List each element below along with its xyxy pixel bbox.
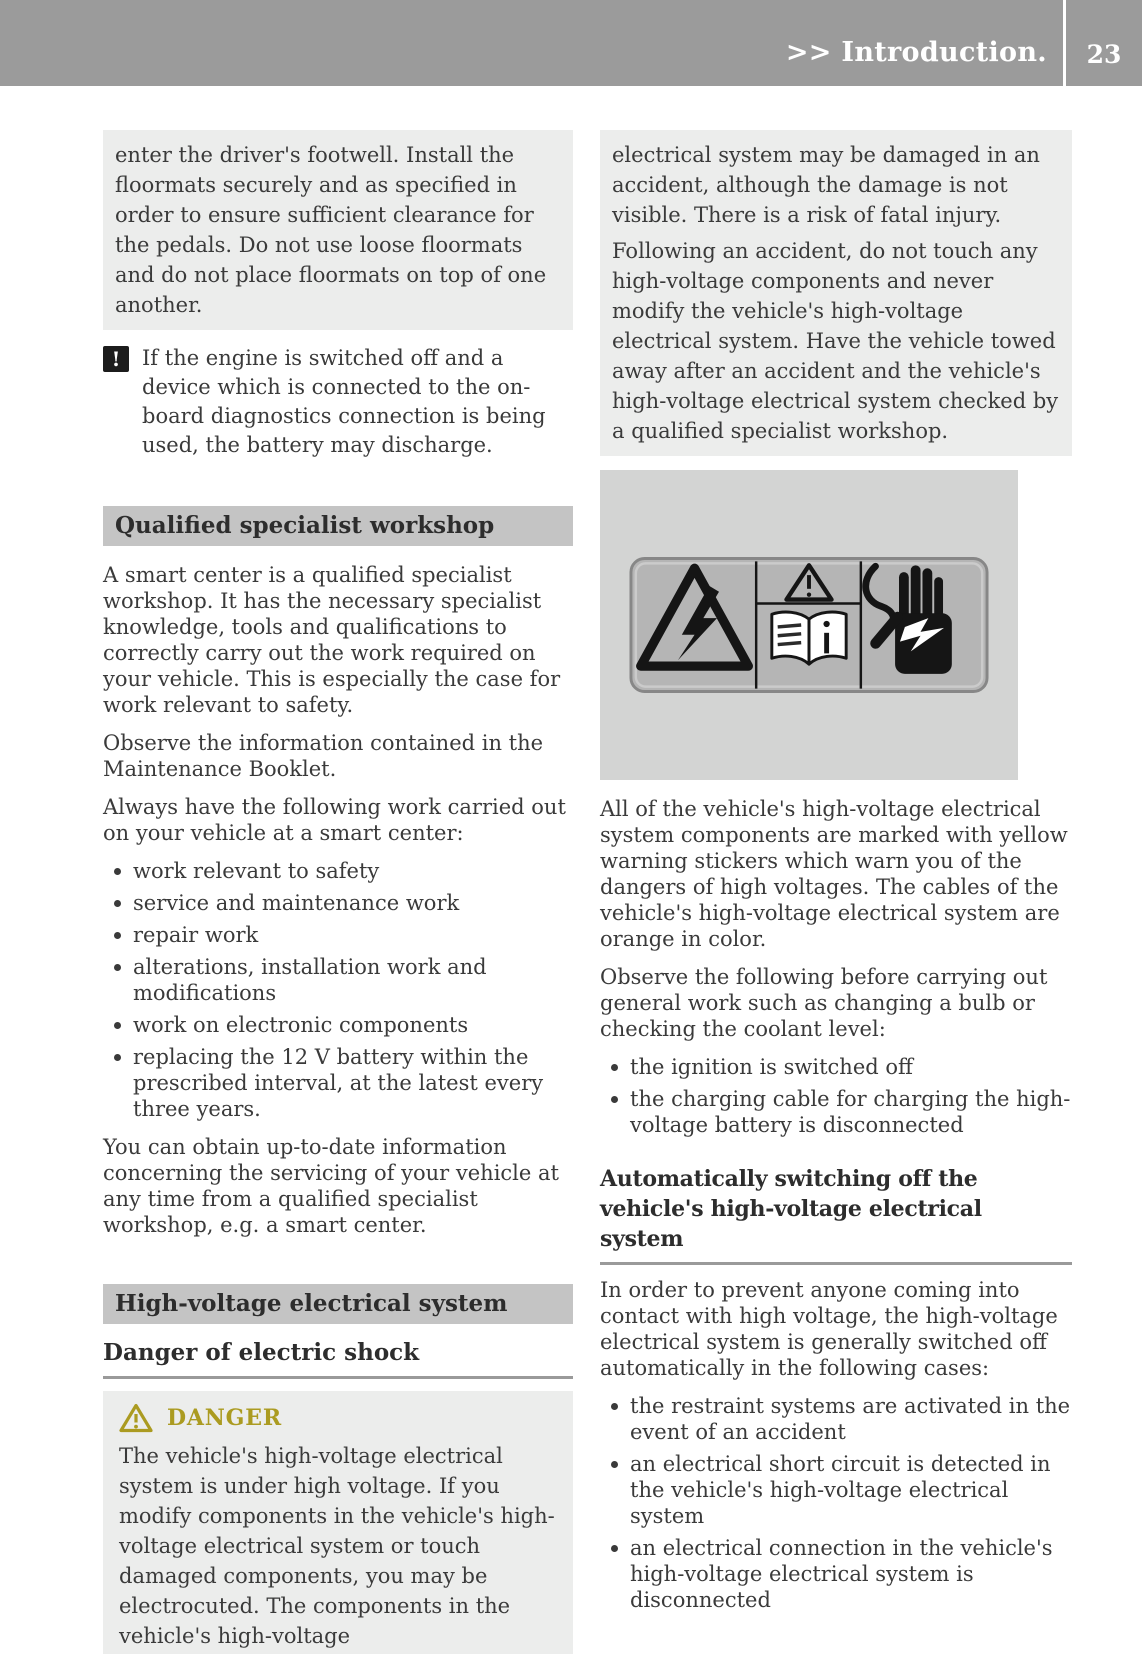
observe-paragraph: Observe the following before carrying out general work such as changing a bulb or checking the coolant level: xyxy=(600,965,1048,1041)
auto-switch-cases-list xyxy=(600,1393,1072,1613)
section-title-qualified-specialist-workshop: Qualified specialist workshop xyxy=(103,506,573,546)
bullet-item: alterations, installation work and modifications xyxy=(103,954,573,1006)
danger-box-text: The vehicle's high-voltage electrical system is under high voltage. If you modify components in the vehicle's high-voltage electrical system or touch damaged components, you may be electrocuted. The components in the vehicle's high-voltage xyxy=(119,1444,555,1648)
bullet-item: the restraint systems are activated in the event of an accident xyxy=(600,1393,1072,1445)
bullet-item: work relevant to safety xyxy=(103,858,573,884)
bullet-item: work on electronic components xyxy=(103,1012,573,1038)
danger-warning-box-continued xyxy=(600,130,1072,456)
workshop-paragraph: A smart center is a qualified specialist workshop. It has the necessary specialist knowledge, tools and qualifications to correctly carry out the work required on your vehicle. This is especially the case for work relevant to safety. xyxy=(103,563,561,717)
battery-discharge-note-text: If the engine is switched off and a device which is connected to the on-board diagnostics connection is being used, the battery may discharge. xyxy=(142,346,546,457)
heading-automatic-switch-off: Automatically switching off the vehicle's high-voltage electrical system xyxy=(600,1164,1072,1265)
exclamation-note-icon: ! xyxy=(103,346,129,372)
auto-switch-intro-paragraph: In order to prevent anyone coming into contact with high voltage, the high-voltage electrical system is generally switched off automatically in the following cases: xyxy=(600,1278,1058,1380)
general-work-checklist xyxy=(600,1054,1072,1138)
floormat-info-text: enter the driver's footwell. Install the floormats securely and as specified in order to ensure sufficient clearance for the pedals. Do not use loose floormats and do not place floormats on top of one another. xyxy=(115,143,547,317)
workshop-paragraph: Observe the information contained in the Maintenance Booklet. xyxy=(103,731,544,781)
battery-discharge-note xyxy=(103,344,573,460)
right-column xyxy=(600,130,1072,1613)
section-title-high-voltage-electrical-system: High-voltage electrical system xyxy=(103,1284,573,1324)
high-voltage-warning-sticker xyxy=(629,555,989,695)
danger-continued-text: electrical system may be damaged in an accident, although the damage is not visible. There is a risk of fatal injury. xyxy=(612,143,1040,227)
bullet-item: an electrical short circuit is detected in the vehicle's high-voltage electrical system xyxy=(600,1451,1072,1529)
bullet-item: the ignition is switched off xyxy=(600,1054,1072,1080)
workshop-paragraph: Always have the following work carried out on your vehicle at a smart center: xyxy=(103,795,566,845)
danger-label-row xyxy=(119,1403,557,1433)
workshop-work-list xyxy=(103,858,573,1122)
bullet-item: repair work xyxy=(103,922,573,948)
danger-warning-box xyxy=(103,1391,573,1654)
page-header xyxy=(0,0,1142,86)
warning-sticker-image xyxy=(600,470,1018,780)
floormat-info-box xyxy=(103,130,573,330)
danger-continued-text: Following an accident, do not touch any high-voltage components and never modify the vehicle's high-voltage electrical system. Have the vehicle towed away after an accident and the vehicle's high-voltage electrical system checked by a qualified specialist workshop. xyxy=(612,239,1059,443)
page-number: 23 xyxy=(1086,39,1122,69)
marking-paragraph: All of the vehicle's high-voltage electrical system components are marked with yellow warning stickers which warn you of the dangers of high voltages. The cables of the vehicle's high-voltage electrical system are orange in color. xyxy=(600,797,1068,951)
danger-label: DANGER xyxy=(167,1405,282,1431)
danger-warning-triangle-icon xyxy=(119,1403,153,1433)
breadcrumb: >> Introduction. xyxy=(785,36,1047,68)
bullet-item: an electrical connection in the vehicle's high-voltage electrical system is disconnected xyxy=(600,1535,1072,1613)
left-column xyxy=(103,130,573,1654)
operators-manual-book-icon xyxy=(772,612,846,664)
workshop-closing-paragraph: You can obtain up-to-date information concerning the servicing of your vehicle at any time from a qualified specialist workshop, e.g. a smart center. xyxy=(103,1135,559,1237)
bullet-item: the charging cable for charging the high-voltage battery is disconnected xyxy=(600,1086,1072,1138)
subheading-danger-of-electric-shock: Danger of electric shock xyxy=(103,1340,573,1379)
bullet-item: replacing the 12 V battery within the prescribed interval, at the latest every three years. xyxy=(103,1044,573,1122)
bullet-item: service and maintenance work xyxy=(103,890,573,916)
